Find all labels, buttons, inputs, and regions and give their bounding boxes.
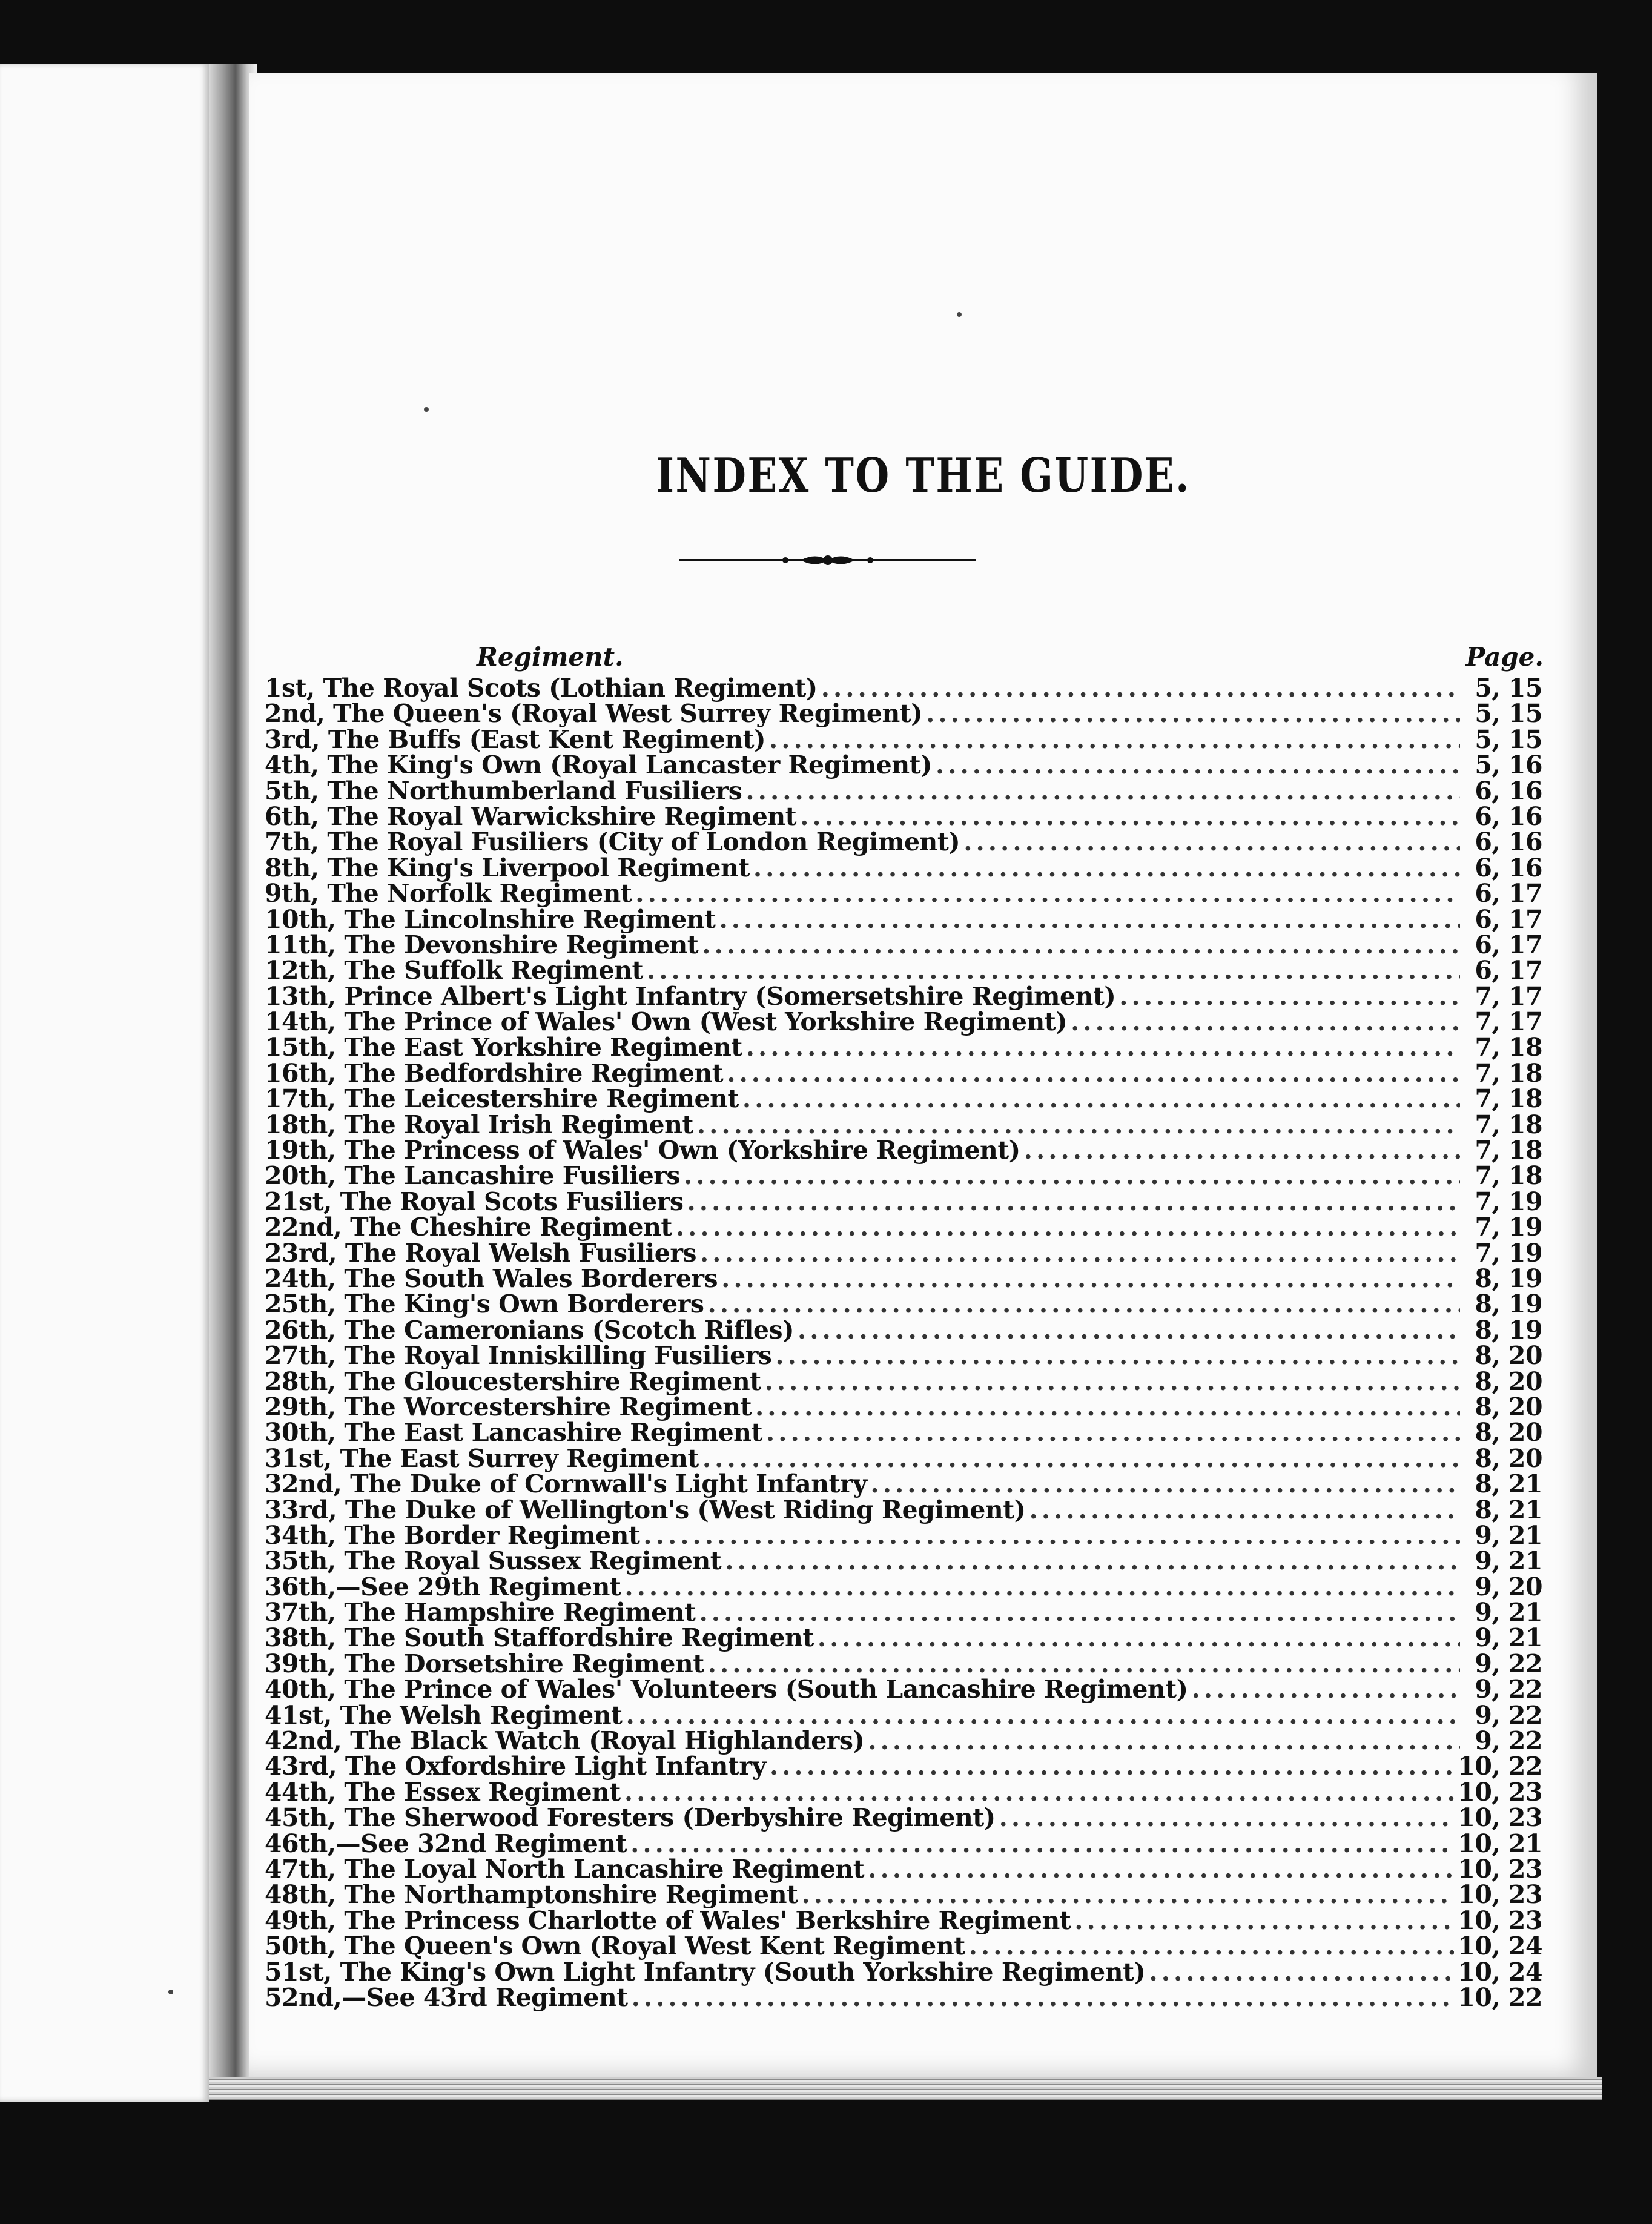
entry-pages: 8, 20 xyxy=(1475,1392,1542,1421)
index-entry xyxy=(265,1317,1542,1343)
entry-pages: 8, 19 xyxy=(1475,1289,1542,1319)
entry-regiment: 18th, The Royal Irish Regiment xyxy=(265,1110,693,1139)
entry-pages: 7, 18 xyxy=(1475,1161,1542,1191)
entry-pages: 6, 16 xyxy=(1475,827,1542,857)
leader-dots xyxy=(801,1882,1454,1907)
index-entry xyxy=(265,724,1542,754)
leader-dots xyxy=(626,1703,1460,1728)
index-entry xyxy=(265,1982,1542,2012)
entry-pages: 9, 22 xyxy=(1475,1700,1542,1730)
index-page xyxy=(249,73,1597,2087)
entry-regiment: 11th, The Devonshire Regiment xyxy=(265,930,699,959)
entry-pages: 9, 22 xyxy=(1475,1649,1542,1678)
leader-dots xyxy=(1024,1137,1460,1163)
index-entry xyxy=(265,904,1542,934)
entry-pages: 7, 18 xyxy=(1475,1110,1542,1139)
entry-regiment: 37th, The Hampshire Regiment xyxy=(265,1598,696,1627)
leader-dots xyxy=(1192,1676,1460,1702)
entry-regiment: 24th, The South Wales Borderers xyxy=(265,1263,718,1293)
entry-regiment: 44th, The Essex Regiment xyxy=(265,1777,621,1807)
entry-pages: 8, 21 xyxy=(1475,1495,1542,1524)
entry-pages: 7, 17 xyxy=(1475,981,1542,1011)
leader-dots xyxy=(1071,1009,1460,1034)
index-entry xyxy=(265,699,1542,729)
entry-pages: 8, 19 xyxy=(1475,1315,1542,1345)
leader-dots xyxy=(753,855,1460,881)
leader-dots xyxy=(936,752,1460,778)
index-entry xyxy=(265,1905,1542,1935)
regiment-column-header: Regiment. xyxy=(477,642,624,672)
entry-regiment: 21st, The Royal Scots Fusiliers xyxy=(265,1186,684,1216)
leader-dots xyxy=(755,1394,1460,1420)
entry-pages: 8, 19 xyxy=(1475,1263,1542,1293)
entry-pages: 10, 24 xyxy=(1458,1931,1542,1961)
entry-pages: 10, 23 xyxy=(1458,1905,1542,1935)
entry-regiment: 8th, The King's Liverpool Regiment xyxy=(265,853,750,882)
index-entries xyxy=(265,675,1542,2010)
entry-regiment: 2nd, The Queen's (Royal West Surrey Regiment) xyxy=(265,699,923,729)
index-entry xyxy=(265,1700,1542,1730)
entry-pages: 8, 21 xyxy=(1475,1469,1542,1499)
index-entry xyxy=(265,1263,1542,1293)
entry-pages: 5, 16 xyxy=(1475,750,1542,780)
entry-pages: 8, 20 xyxy=(1475,1418,1542,1448)
page-stack-edge xyxy=(209,2077,1602,2100)
entry-regiment: 34th, The Border Regiment xyxy=(265,1520,640,1550)
entry-regiment: 25th, The King's Own Borderers xyxy=(265,1289,704,1319)
leader-dots xyxy=(769,727,1460,752)
leader-dots xyxy=(702,932,1460,958)
entry-pages: 8, 20 xyxy=(1475,1341,1542,1371)
index-entry xyxy=(265,1520,1542,1550)
entry-pages: 9, 22 xyxy=(1475,1675,1542,1704)
entry-regiment: 50th, The Queen's Own (Royal West Kent Regiment xyxy=(265,1931,965,1961)
index-entry xyxy=(265,752,1542,778)
index-entry xyxy=(265,1007,1542,1037)
leader-dots xyxy=(707,1291,1460,1317)
entry-pages: 10, 22 xyxy=(1458,1752,1542,1781)
entry-pages: 10, 23 xyxy=(1458,1803,1542,1833)
entry-regiment: 16th, The Bedfordshire Regiment xyxy=(265,1058,724,1088)
entry-pages: 7, 18 xyxy=(1475,1058,1542,1088)
index-entry xyxy=(265,1779,1542,1805)
page-column-header: Page. xyxy=(1465,642,1544,672)
index-entry xyxy=(265,1623,1542,1653)
leader-dots xyxy=(999,1805,1455,1830)
entry-regiment: 29th, The Worcestershire Regiment xyxy=(265,1392,752,1421)
leader-dots xyxy=(868,1728,1460,1753)
index-entry xyxy=(265,881,1542,906)
entry-regiment: 23rd, The Royal Welsh Fusiliers xyxy=(265,1238,697,1268)
entry-regiment: 6th, The Royal Warwickshire Regiment xyxy=(265,801,797,831)
entry-regiment: 28th, The Gloucestershire Regiment xyxy=(265,1366,761,1396)
leader-dots xyxy=(742,1086,1460,1111)
leader-dots xyxy=(697,1112,1460,1137)
entry-regiment: 1st, The Royal Scots (Lothian Regiment) xyxy=(265,673,818,703)
entry-regiment: 48th, The Northamptonshire Regiment xyxy=(265,1880,798,1910)
entry-regiment: 36th,—See 29th Regiment xyxy=(265,1572,621,1601)
leader-dots xyxy=(775,1343,1460,1368)
entry-regiment: 32nd, The Duke of Cornwall's Light Infantry xyxy=(265,1469,867,1499)
entry-pages: 6, 17 xyxy=(1475,956,1542,985)
leader-dots xyxy=(643,1523,1460,1548)
entry-regiment: 47th, The Loyal North Lancashire Regiment xyxy=(265,1854,865,1884)
leader-dots xyxy=(624,1779,1454,1805)
leader-dots xyxy=(870,1471,1460,1497)
index-entry xyxy=(265,778,1542,804)
entry-pages: 7, 19 xyxy=(1475,1213,1542,1242)
index-entry xyxy=(265,1726,1542,1756)
leader-dots xyxy=(719,907,1460,932)
leader-dots xyxy=(745,778,1460,804)
index-entry xyxy=(265,932,1542,958)
entry-pages: 7, 18 xyxy=(1475,1084,1542,1114)
index-entry xyxy=(265,855,1542,881)
entry-pages: 6, 17 xyxy=(1475,904,1542,934)
entry-regiment: 14th, The Prince of Wales' Own (West Yorkshire Regiment) xyxy=(265,1007,1068,1037)
leader-dots xyxy=(1029,1497,1460,1523)
index-entry xyxy=(265,1676,1542,1702)
entry-regiment: 41st, The Welsh Regiment xyxy=(265,1700,623,1730)
entry-pages: 5, 15 xyxy=(1475,724,1542,754)
entry-regiment: 3rd, The Buffs (East Kent Regiment) xyxy=(265,724,765,754)
leader-dots xyxy=(699,1600,1460,1625)
index-entry xyxy=(265,1753,1542,1779)
index-entry xyxy=(265,1084,1542,1114)
leader-dots xyxy=(727,1061,1460,1086)
entry-pages: 10, 22 xyxy=(1458,1982,1542,2012)
entry-pages: 9, 21 xyxy=(1475,1598,1542,1627)
leader-dots xyxy=(766,1420,1460,1445)
leader-dots xyxy=(684,1163,1460,1188)
entry-regiment: 15th, The East Yorkshire Regiment xyxy=(265,1033,742,1062)
entry-regiment: 20th, The Lancashire Fusiliers xyxy=(265,1161,680,1191)
index-entry xyxy=(265,1240,1542,1266)
ornamental-rule xyxy=(679,551,976,569)
facing-page xyxy=(0,64,209,2102)
entry-pages: 5, 15 xyxy=(1475,699,1542,729)
index-entry xyxy=(265,958,1542,983)
index-entry xyxy=(265,1548,1542,1574)
entry-regiment: 13th, Prince Albert's Light Infantry (Somersetshire Regiment) xyxy=(265,981,1116,1011)
leader-dots xyxy=(700,1240,1460,1266)
entry-regiment: 42nd, The Black Watch (Royal Highlanders) xyxy=(265,1726,865,1756)
index-entry xyxy=(265,1959,1542,1985)
index-entry xyxy=(265,801,1542,831)
leader-dots xyxy=(746,1034,1460,1060)
entry-regiment: 9th, The Norfolk Regiment xyxy=(265,879,632,908)
leader-dots xyxy=(721,1266,1460,1291)
entry-pages: 9, 21 xyxy=(1475,1520,1542,1550)
index-entry xyxy=(265,1574,1542,1600)
leader-dots xyxy=(963,829,1460,855)
entry-regiment: 45th, The Sherwood Foresters (Derbyshire Regiment) xyxy=(265,1803,996,1833)
entry-pages: 9, 22 xyxy=(1475,1726,1542,1756)
dust-speck xyxy=(957,312,962,317)
entry-pages: 10, 24 xyxy=(1458,1957,1542,1987)
entry-regiment: 12th, The Suffolk Regiment xyxy=(265,956,643,985)
leader-dots xyxy=(687,1189,1460,1214)
entry-pages: 9, 21 xyxy=(1475,1546,1542,1576)
leader-dots xyxy=(1119,984,1460,1009)
entry-pages: 6, 17 xyxy=(1475,930,1542,959)
leader-dots xyxy=(708,1651,1460,1676)
leader-dots xyxy=(676,1214,1460,1240)
page-title: INDEX TO THE GUIDE. xyxy=(656,448,1191,503)
entry-regiment: 46th,—See 32nd Regiment xyxy=(265,1829,627,1858)
index-entry xyxy=(265,1651,1542,1676)
leader-dots xyxy=(821,675,1460,701)
index-entry xyxy=(265,1161,1542,1191)
leader-dots xyxy=(770,1753,1454,1779)
index-entry xyxy=(265,1058,1542,1088)
leader-dots xyxy=(800,804,1460,829)
entry-pages: 7, 17 xyxy=(1475,1007,1542,1037)
leader-dots xyxy=(632,1985,1455,2010)
leader-dots xyxy=(969,1933,1455,1959)
entry-regiment: 52nd,—See 43rd Regiment xyxy=(265,1982,628,2012)
leader-dots xyxy=(1149,1959,1454,1985)
leader-dots xyxy=(725,1548,1460,1574)
index-entry xyxy=(265,1366,1542,1396)
index-entry xyxy=(265,1186,1542,1216)
leader-dots xyxy=(1074,1908,1454,1933)
entry-regiment: 31st, The East Surrey Regiment xyxy=(265,1443,699,1473)
leader-dots xyxy=(635,881,1460,906)
index-entry xyxy=(265,981,1542,1011)
entry-pages: 7, 19 xyxy=(1475,1186,1542,1216)
entry-regiment: 51st, The King's Own Light Infantry (South Yorkshire Regiment) xyxy=(265,1957,1146,1987)
index-entry xyxy=(265,1880,1542,1910)
index-entry xyxy=(265,1600,1542,1625)
index-entry xyxy=(265,1831,1542,1856)
entry-regiment: 19th, The Princess of Wales' Own (Yorkshire Regiment) xyxy=(265,1136,1020,1165)
leader-dots xyxy=(624,1574,1460,1600)
leader-dots xyxy=(702,1446,1460,1471)
entry-pages: 8, 20 xyxy=(1475,1443,1542,1473)
leader-dots xyxy=(798,1317,1460,1343)
index-entry xyxy=(265,1497,1542,1523)
entry-regiment: 22nd, The Cheshire Regiment xyxy=(265,1213,672,1242)
index-entry xyxy=(265,1856,1542,1882)
entry-pages: 6, 16 xyxy=(1475,801,1542,831)
entry-pages: 7, 18 xyxy=(1475,1136,1542,1165)
index-entry xyxy=(265,1137,1542,1163)
entry-regiment: 35th, The Royal Sussex Regiment xyxy=(265,1546,722,1576)
entry-pages: 10, 23 xyxy=(1458,1880,1542,1910)
leader-dots xyxy=(765,1369,1460,1394)
dust-speck xyxy=(168,1990,173,1994)
index-entry xyxy=(265,1214,1542,1240)
entry-regiment: 43rd, The Oxfordshire Light Infantry xyxy=(265,1752,766,1781)
entry-regiment: 40th, The Prince of Wales' Volunteers (South Lancashire Regiment) xyxy=(265,1675,1188,1704)
entry-pages: 10, 23 xyxy=(1458,1854,1542,1884)
entry-regiment: 10th, The Lincolnshire Regiment xyxy=(265,904,716,934)
entry-regiment: 27th, The Royal Inniskilling Fusiliers xyxy=(265,1341,772,1371)
entry-pages: 9, 20 xyxy=(1475,1572,1542,1601)
entry-pages: 10, 23 xyxy=(1458,1777,1542,1807)
entry-regiment: 30th, The East Lancashire Regiment xyxy=(265,1418,762,1448)
index-entry xyxy=(265,1291,1542,1317)
entry-pages: 7, 19 xyxy=(1475,1238,1542,1268)
entry-regiment: 7th, The Royal Fusiliers (City of London Regiment) xyxy=(265,827,960,857)
entry-regiment: 33rd, The Duke of Wellington's (West Riding Regiment) xyxy=(265,1495,1026,1524)
index-entry xyxy=(265,1471,1542,1497)
entry-pages: 6, 16 xyxy=(1475,853,1542,882)
entry-pages: 7, 18 xyxy=(1475,1033,1542,1062)
entry-regiment: 5th, The Northumberland Fusiliers xyxy=(265,776,742,806)
entry-pages: 9, 21 xyxy=(1475,1623,1542,1653)
entry-regiment: 4th, The King's Own (Royal Lancaster Regiment) xyxy=(265,750,932,780)
index-entry xyxy=(265,1341,1542,1371)
index-entry xyxy=(265,1443,1542,1473)
index-entry xyxy=(265,1394,1542,1420)
entry-pages: 6, 16 xyxy=(1475,776,1542,806)
dust-speck xyxy=(424,407,429,412)
entry-pages: 5, 15 xyxy=(1475,673,1542,703)
leader-dots xyxy=(818,1625,1460,1650)
entry-pages: 8, 20 xyxy=(1475,1366,1542,1396)
entry-regiment: 39th, The Dorsetshire Regiment xyxy=(265,1649,704,1678)
leader-dots xyxy=(868,1856,1454,1882)
entry-pages: 6, 17 xyxy=(1475,879,1542,908)
entry-pages: 10, 21 xyxy=(1458,1829,1542,1858)
leader-dots xyxy=(630,1831,1454,1856)
entry-regiment: 26th, The Cameronians (Scotch Rifles) xyxy=(265,1315,794,1345)
index-entry xyxy=(265,1933,1542,1959)
index-entry xyxy=(265,1803,1542,1833)
leader-dots xyxy=(647,958,1460,983)
index-entry xyxy=(265,1418,1542,1448)
index-entry xyxy=(265,1112,1542,1137)
entry-regiment: 17th, The Leicestershire Regiment xyxy=(265,1084,739,1114)
index-entry xyxy=(265,675,1542,701)
entry-regiment: 38th, The South Staffordshire Regiment xyxy=(265,1623,814,1653)
entry-regiment: 49th, The Princess Charlotte of Wales' Berkshire Regiment xyxy=(265,1905,1071,1935)
leader-dots xyxy=(926,701,1460,726)
index-entry xyxy=(265,829,1542,855)
index-entry xyxy=(265,1034,1542,1060)
